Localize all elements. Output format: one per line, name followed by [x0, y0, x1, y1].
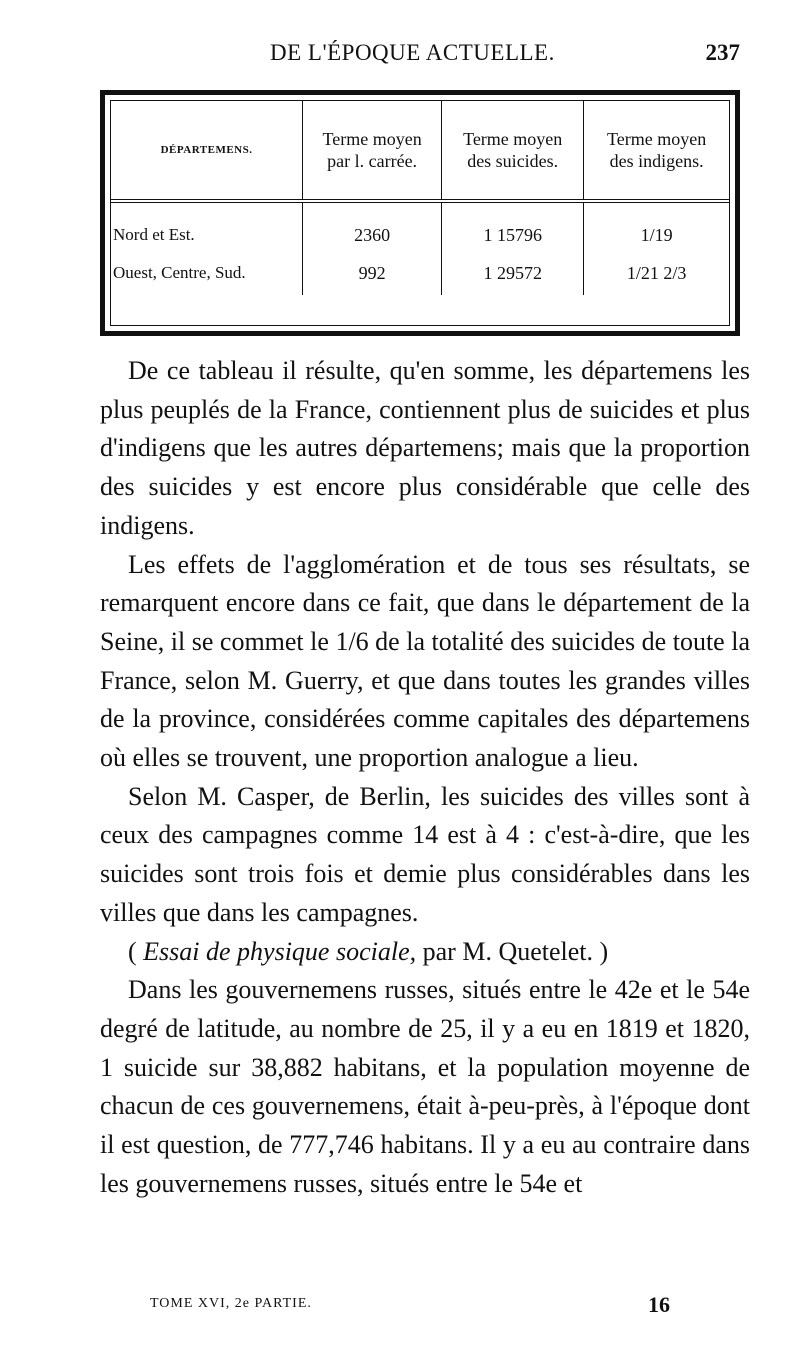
- table-cell-density: 992: [303, 251, 442, 295]
- running-title: DE L'ÉPOQUE ACTUELLE.: [270, 40, 555, 65]
- citation-rest: par M. Quetelet. ): [416, 936, 609, 966]
- table-cell-indigens: 1/19: [640, 224, 673, 245]
- column-header-line: Terme moyen: [607, 129, 707, 149]
- column-header-departements: DÉPARTEMENS.: [111, 101, 303, 201]
- statistics-table-frame: [100, 90, 740, 336]
- table-row: [111, 201, 729, 251]
- column-header-line: Terme moyen: [322, 129, 422, 149]
- page-footer: [150, 1292, 670, 1322]
- column-header-indigens: [584, 101, 729, 201]
- citation-open: (: [128, 936, 144, 966]
- column-header-line: par l. carrée.: [327, 151, 418, 171]
- table-cell-indigens: 1/21 2/3: [626, 262, 687, 283]
- table-cell-region: Ouest, Centre, Sud.: [111, 251, 303, 295]
- body-text: [100, 352, 750, 1203]
- column-header-line: des indigens.: [609, 151, 704, 171]
- volume-signature: TOME XVI, 2e PARTIE.: [150, 1296, 312, 1311]
- column-header-line: Terme moyen: [463, 129, 563, 149]
- table-header-row: [111, 101, 729, 201]
- paragraph: Les effets de l'agglomération et de tous ses résultats, se remarquent encore dans ce fait, que dans le département de la Seine, il se commet le 1/6 de la totalité des suicides de toute la France, selon M. Guerry, et que dans toutes les grandes villes de la province, considérées comme capitales des départemens où elles se trouvent, une proportion analogue a lieu.: [100, 549, 750, 773]
- running-head: [100, 40, 740, 80]
- paragraph: Dans les gouvernemens russes, situés entre le 42e et le 54e degré de latitude, au nombre de 25, il y a eu en 1819 et 1820, 1 suicide sur 38,882 habitans, et la population moyenne de chacun de ces gouvernemens, était à-peu-près, à l'époque dont il est question, de 777,746 habitans. Il y a eu au contraire dans les gouvernemens russes, situés entre le 54e et: [100, 975, 750, 1198]
- column-header-suicides: [442, 101, 584, 201]
- paragraph: Selon M. Casper, de Berlin, les suicides des villes sont à ceux des campagnes comme 14 est à 4 : c'est-à-dire, que les suicides sont trois fois et demie plus considérables dans les villes que dans les campagnes.: [100, 781, 750, 927]
- statistics-table-inner-border: [110, 100, 730, 326]
- table-cell-suicides: 1 15796: [442, 201, 584, 251]
- citation: [100, 933, 750, 972]
- table-cell-density: 2360: [303, 201, 442, 251]
- table-cell-region: Nord et Est.: [111, 201, 303, 251]
- sheet-number: 16: [648, 1292, 670, 1317]
- table-cell-suicides: 1 29572: [442, 251, 584, 295]
- column-header-density: [303, 101, 442, 201]
- citation-title: Essai de physique sociale,: [143, 936, 417, 966]
- column-header-line: des suicides.: [467, 151, 559, 171]
- page-number: 237: [705, 40, 740, 65]
- statistics-table: [111, 101, 729, 295]
- table-row: [111, 251, 729, 295]
- paragraph: De ce tableau il résulte, qu'en somme, les départemens les plus peuplés de la France, contiennent plus de suicides et plus d'indigens que les autres départemens; mais que la proportion des suicides y est encore plus considérable que celle des indigens.: [100, 356, 750, 540]
